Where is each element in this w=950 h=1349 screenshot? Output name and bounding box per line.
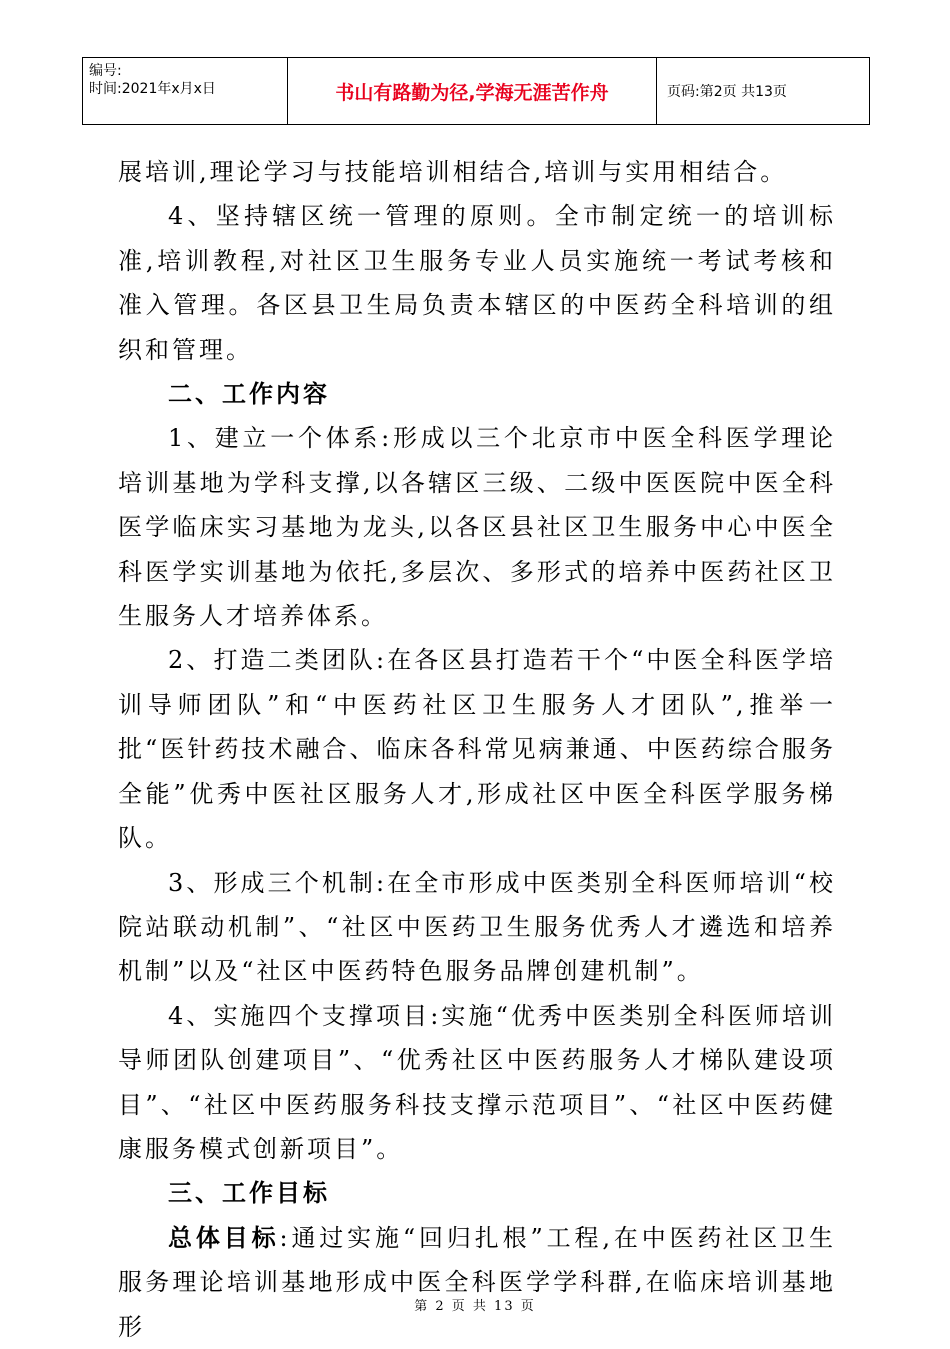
paragraph: 4、实施四个支撑项目:实施“优秀中医类别全科医师培训导师团队创建项目”、“优秀社区中医药服务人才梯队建设项目”、“社区中医药服务科技支撑示范项目”、“社区中医药健康服务模式创新项目”。: [118, 1001, 836, 1163]
paragraph: 展培训,理论学习与技能培训相结合,培训与实用相结合。: [118, 158, 788, 186]
document-header: [82, 57, 870, 125]
page-footer: 第 2 页 共 13 页: [414, 1299, 536, 1314]
goal-paragraph: [118, 1216, 836, 1349]
header-slogan: 书山有路勤为径,学海无涯苦作舟: [288, 58, 657, 125]
header-time-label: 时间:2021年x月x日: [89, 81, 216, 97]
goal-label: 总体目标: [168, 1223, 280, 1252]
paragraph: 1、建立一个体系:形成以三个北京市中医全科医学理论培训基地为学科支撑,以各辖区三级、二级中医医院中医全科医学临床实习基地为龙头,以各区县社区卫生服务中心中医全科医学实训基地为依托,多层次、多形式的培养中医药社区卫生服务人才培养体系。: [118, 424, 836, 631]
paragraph: 4、坚持辖区统一管理的原则。全市制定统一的培训标准,培训教程,对社区卫生服务专业人员实施统一考试考核和准入管理。各区县卫生局负责本辖区的中医药全科培训的组织和管理。: [118, 202, 836, 364]
paragraph: 2、打造二类团队:在各区县打造若干个“中医全科医学培训导师团队”和“中医药社区卫生服务人才团队”,推举一批“医针药技术融合、临床各科常见病兼通、中医药综合服务全能”优秀中医社区服务人才,形成社区中医全科医学服务梯队。: [118, 646, 836, 853]
header-page-info: 页码:第2页 共13页: [657, 58, 870, 125]
section-heading: 三、工作目标: [168, 1179, 330, 1208]
goal-text: :通过实施“回归扎根”工程,在中医药社区卫生服务理论培训基地形成中医全科医学学科群,在临床培训基地形: [118, 1223, 836, 1341]
header-number-label: 编号:: [89, 63, 122, 79]
header-meta-cell: [83, 58, 288, 125]
document-body: [118, 150, 836, 1349]
paragraph: 3、形成三个机制:在全市形成中医类别全科医师培训“校院站联动机制”、“社区中医药卫生服务优秀人才遴选和培养机制”以及“社区中医药特色服务品牌创建机制”。: [118, 868, 836, 986]
section-heading: 二、工作内容: [168, 380, 330, 409]
